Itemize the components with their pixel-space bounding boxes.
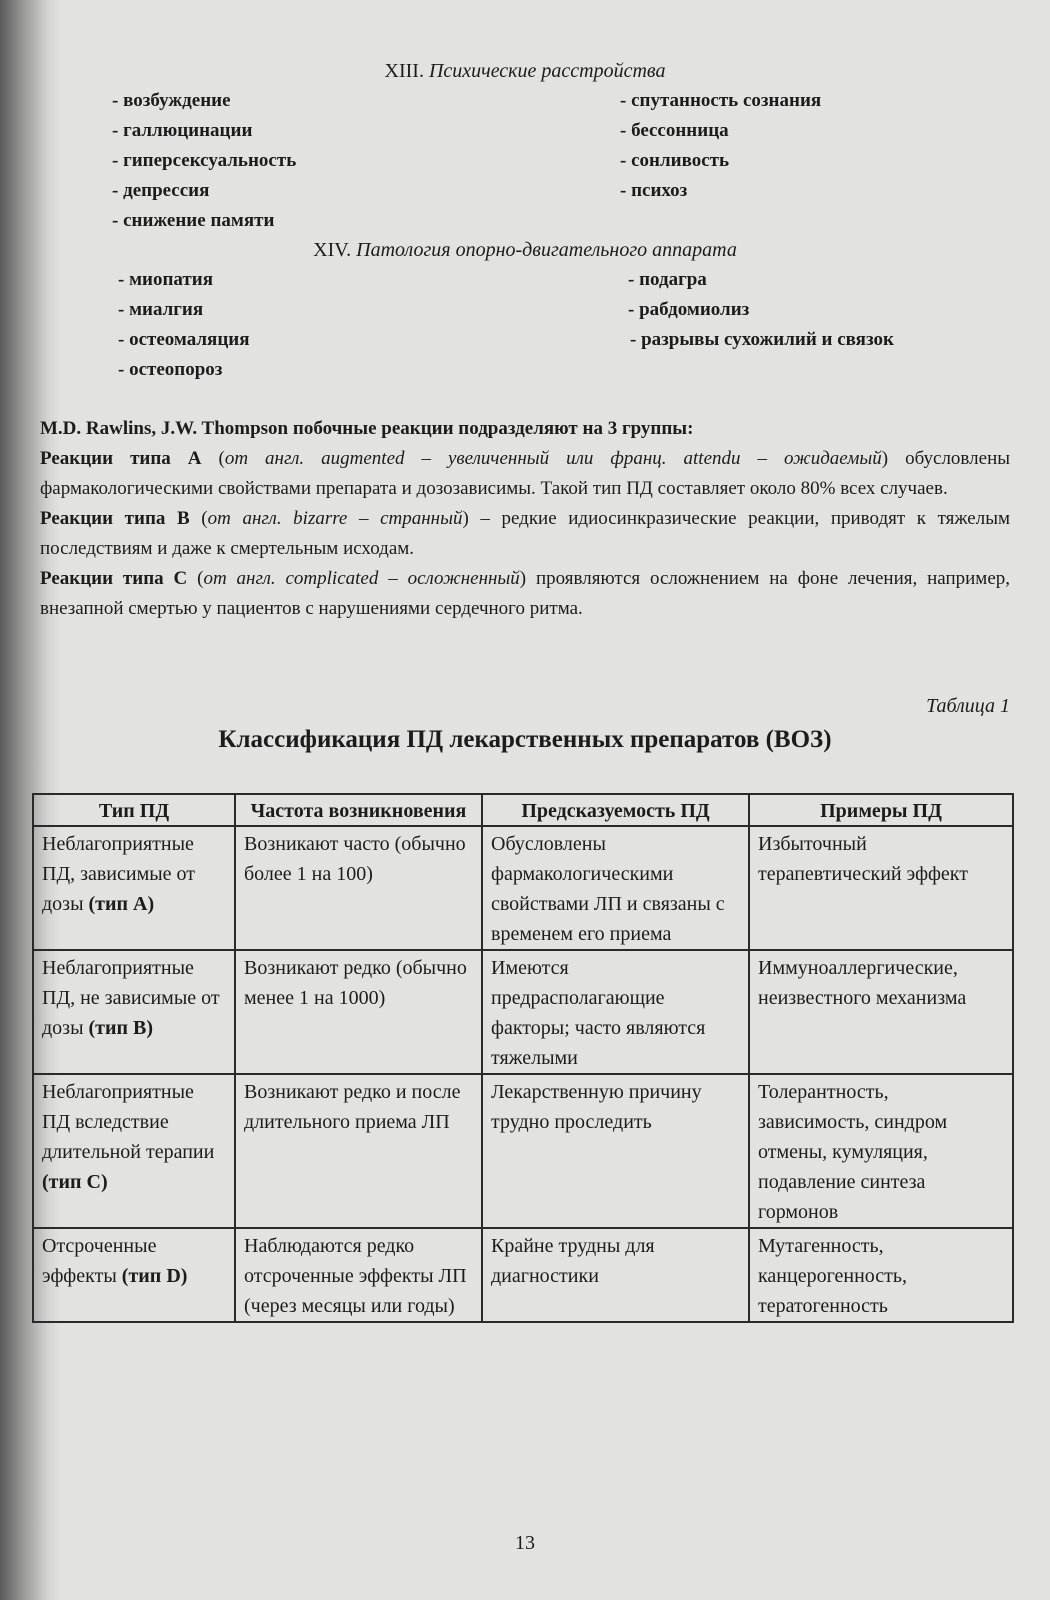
type-cell: Отсроченные эффекты (тип D) <box>33 1228 235 1322</box>
list-item: - миалгия <box>118 299 204 320</box>
list-item: - психоз <box>620 180 688 201</box>
predictability-cell: Крайне трудны для диагностики <box>482 1228 749 1322</box>
reaction-type-c: Реакции типа С (от англ. complicated – осложненный) проявляются осложнением на фоне лечения, например, внезапной смертью у пациентов с нарушениями сердечного ритма. <box>40 568 1011 619</box>
list-item: - гиперсексуальность <box>112 150 297 171</box>
list-item: - остеопороз <box>118 359 223 380</box>
frequency-cell: Возникают часто (обычно более 1 на 100) <box>235 826 482 950</box>
section-14-title <box>0 239 1050 262</box>
table-row <box>33 826 1013 950</box>
list-item: - депрессия <box>112 180 210 201</box>
list-item: - разрывы сухожилий и связок <box>630 329 894 350</box>
examples-cell: Иммуноаллергические, неизвестного механизма <box>749 950 1013 1074</box>
list-item: - бессонница <box>620 120 729 141</box>
column-header: Примеры ПД <box>749 794 1013 826</box>
reaction-type-a: Реакции типа А (от англ. augmented – увеличенный или франц. attendu – ожидаемый) обусловлены фармакологическими свойствами препарата и дозозависимы. Такой тип ПД составляет около 80% всех случаев. <box>40 448 1011 499</box>
frequency-cell: Возникают редко и после длительного приема ЛП <box>235 1074 482 1228</box>
column-header: Предсказуемость ПД <box>482 794 749 826</box>
list-item: - галлюцинации <box>112 120 253 141</box>
section-14-number: XIV. <box>313 239 352 261</box>
frequency-cell: Возникают редко (обычно менее 1 на 1000) <box>235 950 482 1074</box>
examples-cell: Избыточный терапевтический эффект <box>749 826 1013 950</box>
section-14-name: Патология опорно-двигательного аппарата <box>356 239 737 261</box>
column-header: Частота возникновения <box>235 794 482 826</box>
list-item: - спутанность сознания <box>620 90 822 111</box>
reactions-text <box>40 414 1010 624</box>
table-label: Таблица 1 <box>926 695 1010 717</box>
examples-cell: Толерантность, зависимость, синдром отмены, кумуляция, подавление синтеза гормонов <box>749 1074 1013 1228</box>
predictability-cell: Лекарственную причину трудно проследить <box>482 1074 749 1228</box>
frequency-cell: Наблюдаются редко отсроченные эффекты ЛП (через месяцы или годы) <box>235 1228 482 1322</box>
list-item: - подагра <box>628 269 707 290</box>
groups-intro: M.D. Rawlins, J.W. Thompson побочные реакции подразделяют на 3 группы: <box>40 418 694 439</box>
list-item: - остеомаляция <box>118 329 250 350</box>
type-cell: Неблагоприятные ПД вследствие длительной терапии (тип С) <box>33 1074 235 1228</box>
section-13-number: XIII. <box>384 60 424 82</box>
list-item: - возбуждение <box>112 90 231 111</box>
table-header-row <box>33 794 1013 826</box>
list-item: - миопатия <box>118 269 213 290</box>
section-13-title <box>0 60 1050 83</box>
table-row <box>33 950 1013 1074</box>
type-cell: Неблагоприятные ПД, зависимые от дозы (тип А) <box>33 826 235 950</box>
list-item: - снижение памяти <box>112 210 275 231</box>
predictability-cell: Обусловлены фармакологическими свойствами ЛП и связаны с временем его приема <box>482 826 749 950</box>
table-row <box>33 1074 1013 1228</box>
predictability-cell: Имеются предрасполагающие факторы; часто являются тяжелыми <box>482 950 749 1074</box>
table-title: Классификация ПД лекарственных препаратов (ВОЗ) <box>218 726 832 753</box>
examples-cell: Мутагенность, канцерогенность, тератогенность <box>749 1228 1013 1322</box>
column-header: Тип ПД <box>33 794 235 826</box>
list-item: - рабдомиолиз <box>628 299 750 320</box>
reaction-type-b: Реакции типа В (от англ. bizarre – странный) – редкие идиосинкразические реакции, приводят к тяжелым последствиям и даже к смертельным исходам. <box>40 508 1010 559</box>
page-number: 13 <box>515 1532 535 1554</box>
list-item: - сонливость <box>620 150 730 171</box>
type-cell: Неблагоприятные ПД, не зависимые от дозы (тип В) <box>33 950 235 1074</box>
table-row <box>33 1228 1013 1322</box>
section-13-name: Психические расстройства <box>428 60 666 82</box>
classification-table <box>32 793 1014 1323</box>
